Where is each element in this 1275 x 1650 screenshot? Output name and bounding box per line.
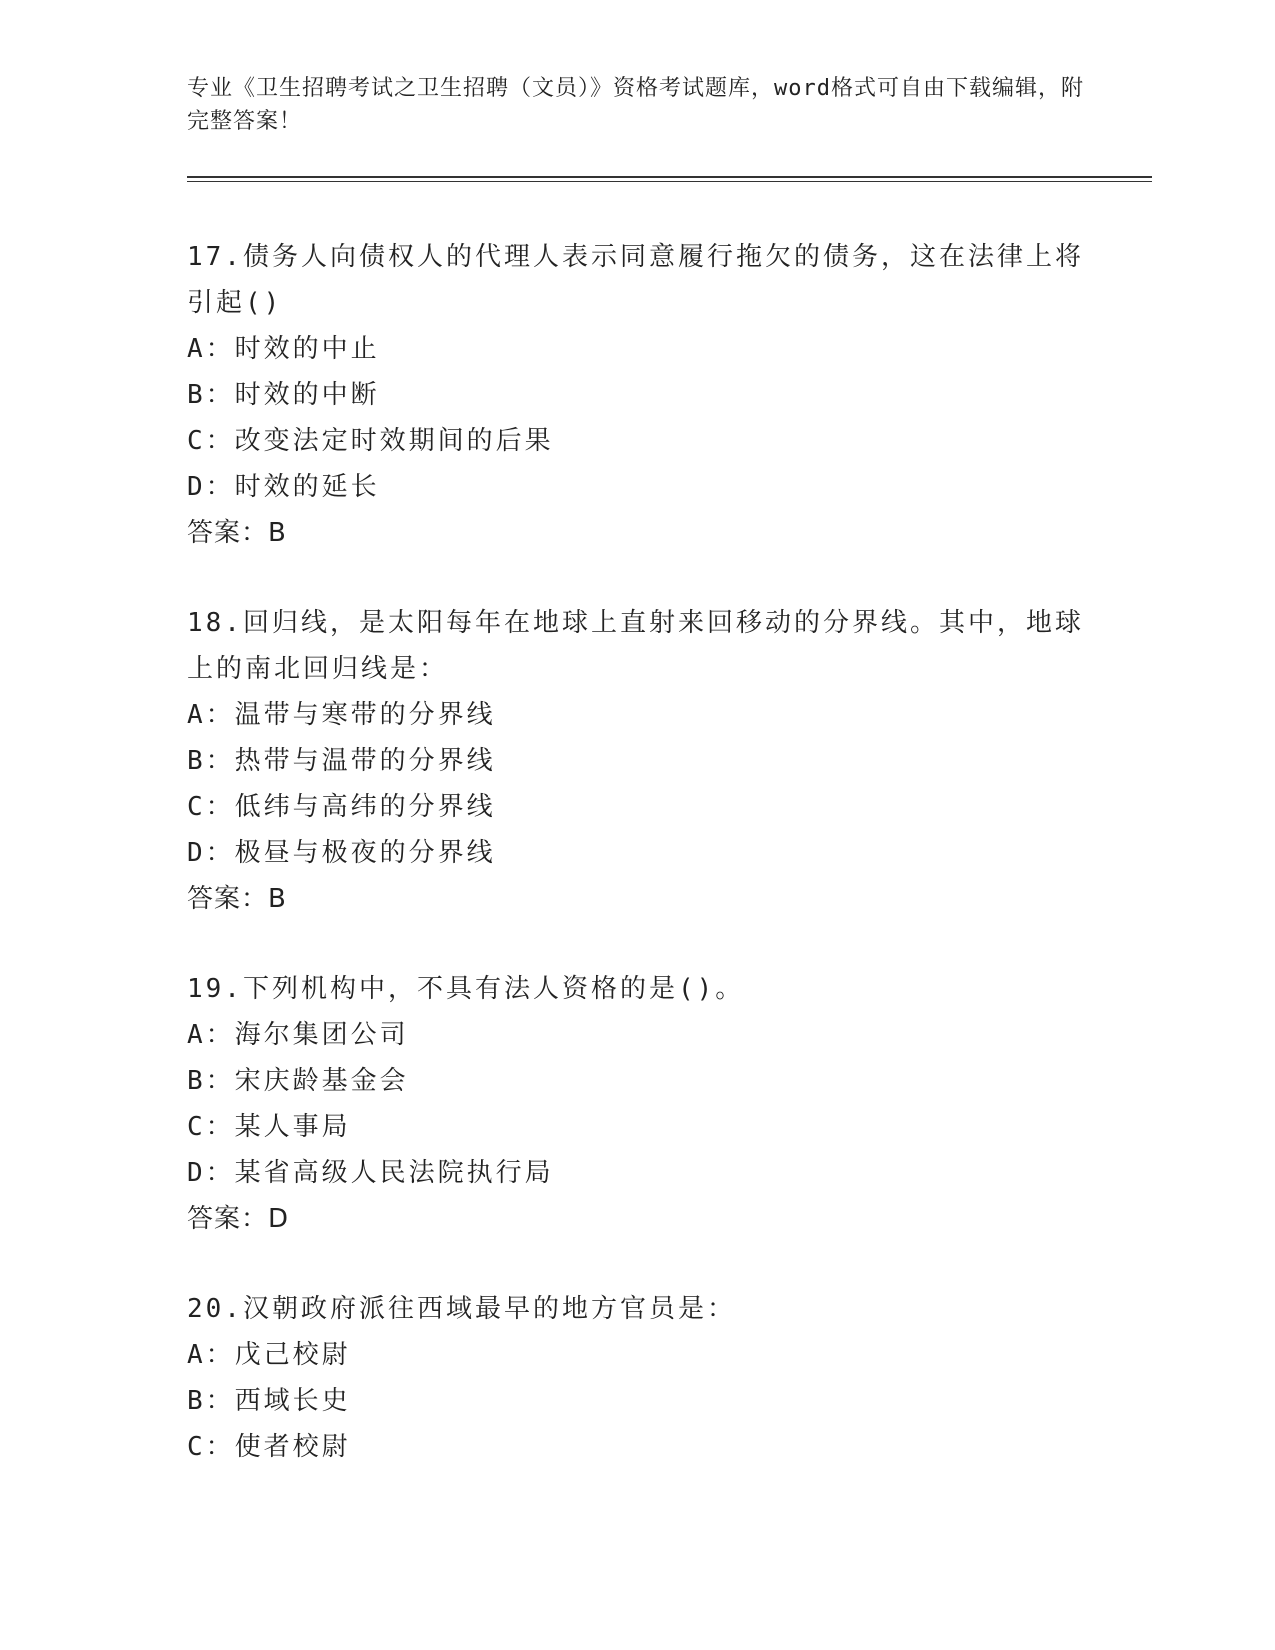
option-b: B：宋庆龄基金会 — [187, 1066, 409, 1096]
question-list — [187, 234, 1087, 1514]
option-a: A：海尔集团公司 — [187, 1020, 409, 1050]
option-d: D：极昼与极夜的分界线 — [187, 838, 496, 868]
question-stem: 17.债务人向债权人的代理人表示同意履行拖欠的债务，这在法律上将引起() — [187, 242, 1084, 318]
question-stem: 18.回归线，是太阳每年在地球上直射来回移动的分界线。其中，地球上的南北回归线是： — [187, 608, 1084, 684]
question-stem: 20.汉朝政府派往西域最早的地方官员是： — [187, 1294, 736, 1324]
answer-line: 答案：B — [187, 884, 287, 914]
option-b: B：时效的中断 — [187, 380, 380, 410]
option-a: A：时效的中止 — [187, 334, 380, 364]
option-a: A：温带与寒带的分界线 — [187, 700, 496, 730]
header-divider-thin — [187, 181, 1152, 182]
option-c: C：某人事局 — [187, 1112, 351, 1142]
question-stem: 19.下列机构中，不具有法人资格的是()。 — [187, 974, 745, 1004]
option-b: B：热带与温带的分界线 — [187, 746, 496, 776]
question-20 — [187, 1286, 1087, 1470]
option-b: B：西域长史 — [187, 1386, 351, 1416]
option-c: C：低纬与高纬的分界线 — [187, 792, 496, 822]
question-19 — [187, 966, 1087, 1242]
option-d: D：某省高级人民法院执行局 — [187, 1158, 554, 1188]
question-17 — [187, 234, 1087, 556]
option-c: C：改变法定时效期间的后果 — [187, 426, 554, 456]
option-d: D：时效的延长 — [187, 472, 380, 502]
answer-line: 答案：D — [187, 1204, 290, 1234]
question-18 — [187, 600, 1087, 922]
document-header: 专业《卫生招聘考试之卫生招聘（文员）》资格考试题库，word格式可自由下载编辑，附完整答案！ — [187, 76, 1084, 134]
option-a: A：戊己校尉 — [187, 1340, 351, 1370]
option-c: C：使者校尉 — [187, 1432, 351, 1462]
answer-line: 答案：B — [187, 518, 287, 548]
header-divider-thick — [187, 176, 1152, 178]
